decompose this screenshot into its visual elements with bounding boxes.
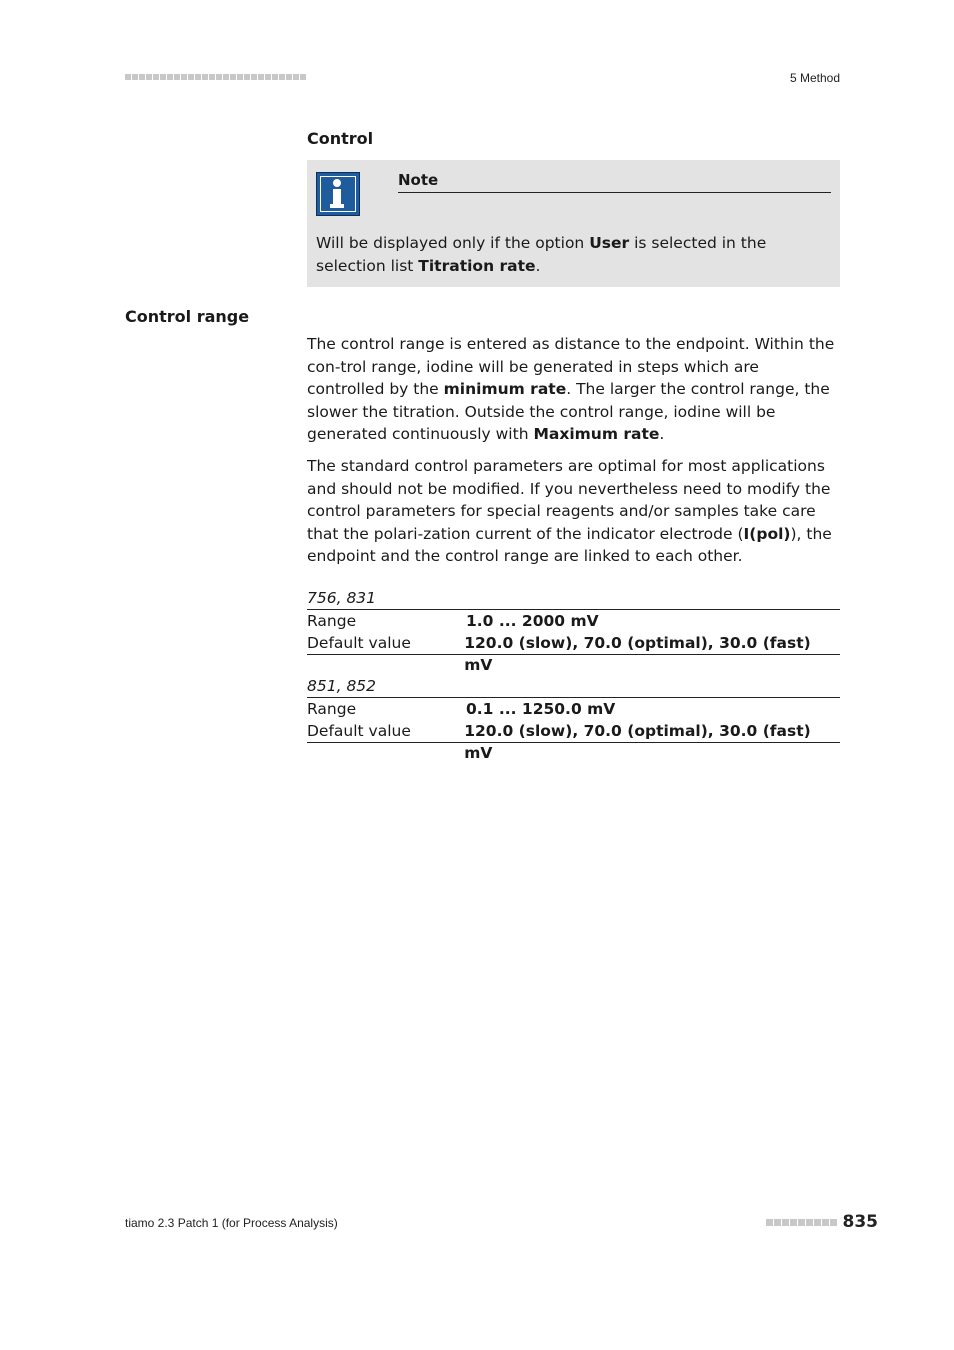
footer-decoration bbox=[766, 1219, 837, 1226]
note-box bbox=[307, 160, 840, 287]
control-range-heading: Control range bbox=[125, 307, 250, 326]
table-key: Range bbox=[307, 612, 357, 630]
note-title: Note bbox=[398, 171, 831, 193]
header-decoration bbox=[125, 74, 306, 80]
table-caption: 756, 831 bbox=[307, 587, 840, 610]
parameter-table-756-831 bbox=[307, 587, 840, 674]
footer-page bbox=[766, 1212, 879, 1232]
parameter-table-851-852 bbox=[307, 675, 840, 762]
table-row bbox=[307, 632, 840, 674]
table-key: Range bbox=[307, 700, 357, 718]
table-caption: 851, 852 bbox=[307, 675, 840, 698]
info-icon bbox=[316, 172, 360, 216]
table-value: 0.1 ... 1250.0 mV bbox=[466, 700, 616, 718]
control-range-paragraph-1: The control range is entered as distance to the endpoint. Within the con-trol range, iodine will be generated in steps which are controlled by the minimum rate. The larger the control range, the slower the titration. Outside the control range, iodine will be generated continuously with Maximum rate. bbox=[307, 335, 835, 443]
table-key: Default value bbox=[307, 722, 411, 740]
note-text: Will be displayed only if the option User is selected in the selection list Titration rate. bbox=[316, 234, 767, 275]
footer-product: tiamo 2.3 Patch 1 (for Process Analysis) bbox=[125, 1216, 338, 1230]
page-number: 835 bbox=[842, 1212, 878, 1232]
table-row bbox=[307, 720, 840, 762]
table-row bbox=[307, 610, 840, 632]
table-value: 120.0 (slow), 70.0 (optimal), 30.0 (fast) mV bbox=[464, 722, 811, 762]
control-range-paragraph-2: The standard control parameters are optimal for most applications and should not be modified. If you nevertheless need to modify the control parameters for special reagents and/or samples take care that the polari-zation current of the indicator electrode (I(pol)), the endpoint and the control range are linked to each other. bbox=[307, 457, 832, 565]
table-key: Default value bbox=[307, 634, 411, 652]
table-value: 120.0 (slow), 70.0 (optimal), 30.0 (fast) mV bbox=[464, 634, 811, 674]
header-section-title: 5 Method bbox=[789, 71, 840, 85]
table-row bbox=[307, 698, 840, 720]
control-heading: Control bbox=[307, 129, 374, 148]
table-value: 1.0 ... 2000 mV bbox=[466, 612, 599, 630]
